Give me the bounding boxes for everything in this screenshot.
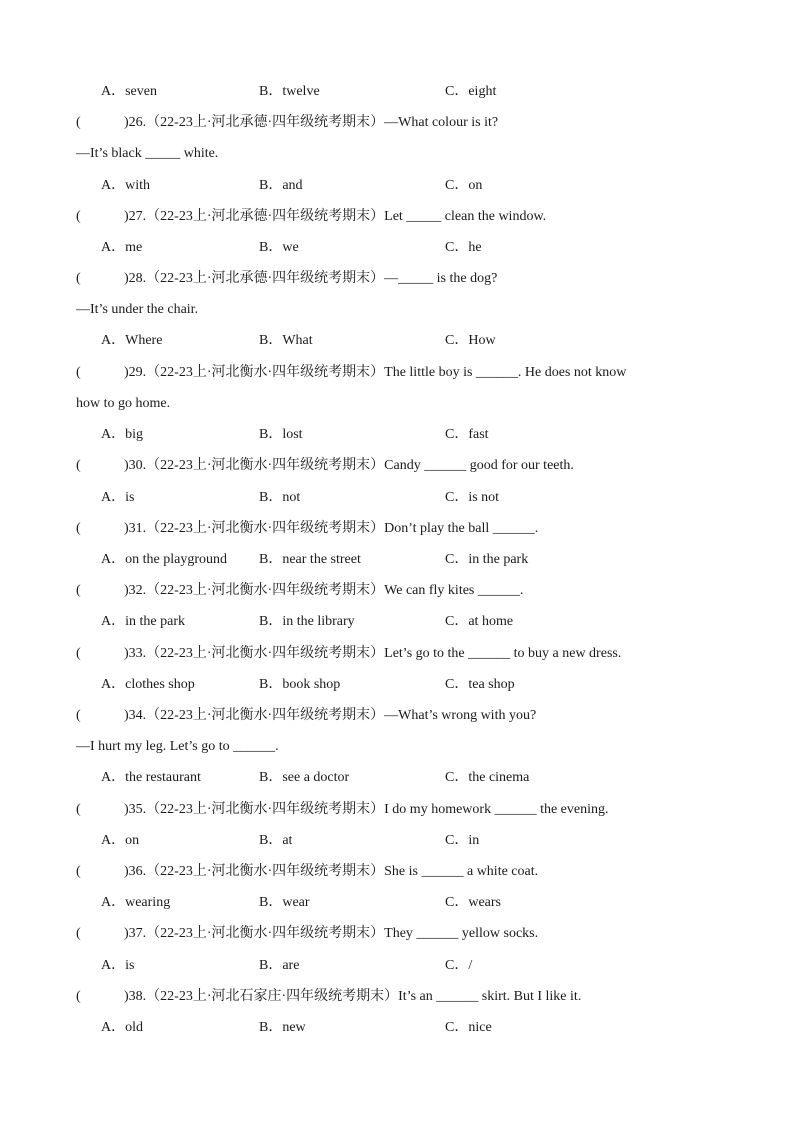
question-text: )36.（22-23上·河北衡水·四年级统考期末）She is ______ a white coat. — [124, 864, 539, 879]
option-a[interactable]: A．the restaurant — [101, 770, 201, 785]
question-continuation: —It’s under the chair. — [76, 302, 199, 317]
options-row — [76, 488, 734, 508]
answer-paren[interactable]: ( — [76, 521, 81, 536]
option-c[interactable]: C．wears — [445, 895, 501, 910]
option-b[interactable]: B．near the street — [259, 552, 361, 567]
options-row — [76, 612, 734, 632]
option-a[interactable]: A．clothes shop — [101, 677, 195, 692]
option-a: A．seven — [101, 84, 157, 99]
answer-paren[interactable]: ( — [76, 989, 81, 1004]
option-a[interactable]: A．Where — [101, 333, 163, 348]
option-b[interactable]: B．What — [259, 333, 313, 348]
option-c[interactable]: C．on — [445, 178, 483, 193]
option-c[interactable]: C．fast — [445, 427, 489, 442]
answer-paren[interactable]: ( — [76, 458, 81, 473]
option-a[interactable]: A．on — [101, 833, 140, 848]
question-text: )27.（22-23上·河北承德·四年级统考期末）Let _____ clean the window. — [124, 209, 547, 224]
options-row — [76, 893, 734, 913]
question-text: )32.（22-23上·河北衡水·四年级统考期末）We can fly kites ______. — [124, 583, 524, 598]
question-text: )33.（22-23上·河北衡水·四年级统考期末）Let’s go to the ______ to buy a new dress. — [124, 646, 622, 661]
option-c[interactable]: C．in — [445, 833, 480, 848]
options-row — [76, 675, 734, 695]
option-c[interactable]: C．at home — [445, 614, 514, 629]
answer-paren[interactable]: ( — [76, 209, 81, 224]
options-row — [76, 1018, 734, 1038]
question-continuation: —It’s black _____ white. — [76, 146, 219, 161]
options-row — [76, 956, 734, 976]
question-stem — [76, 269, 734, 289]
question-stem — [76, 862, 734, 882]
question-stem — [76, 706, 734, 726]
option-b[interactable]: B．see a doctor — [259, 770, 350, 785]
question-continuation: how to go home. — [76, 396, 171, 411]
answer-paren[interactable]: ( — [76, 365, 81, 380]
question-stem — [76, 113, 734, 133]
option-c[interactable]: C．in the park — [445, 552, 529, 567]
question-stem — [76, 800, 734, 820]
option-b[interactable]: B．not — [259, 490, 301, 505]
answer-paren[interactable]: ( — [76, 864, 81, 879]
option-c[interactable]: C．nice — [445, 1020, 492, 1035]
question-text: )35.（22-23上·河北衡水·四年级统考期末）I do my homework ______ the evening. — [124, 802, 609, 817]
question-stem — [76, 924, 734, 944]
options-row — [76, 238, 734, 258]
question-text: )34.（22-23上·河北衡水·四年级统考期末）—What’s wrong with you? — [124, 708, 537, 723]
options-row — [76, 550, 734, 570]
option-a[interactable]: A．old — [101, 1020, 143, 1035]
option-b[interactable]: B．and — [259, 178, 303, 193]
question-text: )26.（22-23上·河北承德·四年级统考期末）—What colour is it? — [124, 115, 499, 130]
question-stem — [76, 456, 734, 476]
question-stem — [76, 519, 734, 539]
option-a[interactable]: A．me — [101, 240, 143, 255]
option-b[interactable]: B．wear — [259, 895, 310, 910]
option-c[interactable]: C．the cinema — [445, 770, 530, 785]
option-a[interactable]: A．on the playground — [101, 552, 227, 567]
options-row — [76, 831, 734, 851]
question-text: )38.（22-23上·河北石家庄·四年级统考期末）It’s an ______ skirt. But I like it. — [124, 989, 582, 1004]
question-stem — [76, 207, 734, 227]
question-text: )29.（22-23上·河北衡水·四年级统考期末）The little boy is ______. He does not know — [124, 365, 627, 380]
option-b[interactable]: B．new — [259, 1020, 306, 1035]
answer-paren[interactable]: ( — [76, 708, 81, 723]
options-row — [76, 176, 734, 196]
option-a[interactable]: A．with — [101, 178, 150, 193]
options-row — [76, 82, 734, 102]
options-row — [76, 331, 734, 351]
options-row — [76, 768, 734, 788]
answer-paren[interactable]: ( — [76, 271, 81, 286]
option-b: B．twelve — [259, 84, 320, 99]
question-stem — [76, 987, 734, 1007]
answer-paren[interactable]: ( — [76, 583, 81, 598]
option-b[interactable]: B．we — [259, 240, 299, 255]
question-text: )28.（22-23上·河北承德·四年级统考期末）—_____ is the dog? — [124, 271, 498, 286]
option-c[interactable]: C．tea shop — [445, 677, 515, 692]
options-row — [76, 425, 734, 445]
option-c[interactable]: C．/ — [445, 958, 473, 973]
question-stem — [76, 644, 734, 664]
question-stem — [76, 581, 734, 601]
answer-paren[interactable]: ( — [76, 115, 81, 130]
option-a[interactable]: A．wearing — [101, 895, 171, 910]
question-text: )37.（22-23上·河北衡水·四年级统考期末）They ______ yellow socks. — [124, 926, 539, 941]
question-continuation: —I hurt my leg. Let’s go to ______. — [76, 739, 279, 754]
option-c[interactable]: C．is not — [445, 490, 500, 505]
option-a[interactable]: A．is — [101, 958, 135, 973]
answer-paren[interactable]: ( — [76, 646, 81, 661]
option-a[interactable]: A．big — [101, 427, 143, 442]
option-b[interactable]: B．in the library — [259, 614, 355, 629]
answer-paren[interactable]: ( — [76, 802, 81, 817]
option-c[interactable]: C．he — [445, 240, 482, 255]
answer-paren[interactable]: ( — [76, 926, 81, 941]
option-b[interactable]: B．lost — [259, 427, 303, 442]
question-stem — [76, 363, 734, 383]
option-b[interactable]: B．are — [259, 958, 300, 973]
option-b[interactable]: B．at — [259, 833, 293, 848]
question-text: )30.（22-23上·河北衡水·四年级统考期末）Candy ______ good for our teeth. — [124, 458, 574, 473]
option-a[interactable]: A．is — [101, 490, 135, 505]
option-c[interactable]: C．How — [445, 333, 496, 348]
option-a[interactable]: A．in the park — [101, 614, 185, 629]
option-b[interactable]: B．book shop — [259, 677, 341, 692]
option-c: C．eight — [445, 84, 497, 99]
question-text: )31.（22-23上·河北衡水·四年级统考期末）Don’t play the ball ______. — [124, 521, 539, 536]
